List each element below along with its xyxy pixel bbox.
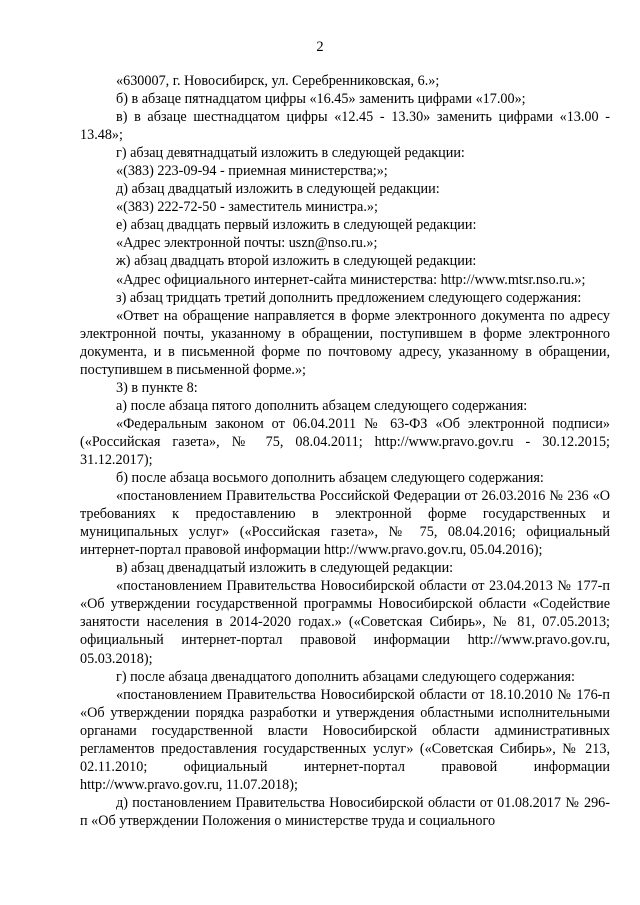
- paragraph: «Ответ на обращение направляется в форме электронного документа по адресу электронной почты, указанному в обращении, поступившем в форме электронного документа, и в письменной форме по почтовому адресу, указанному в обращении, поступившем в письменной форме.»;: [80, 307, 610, 378]
- document-body: [80, 72, 610, 830]
- paragraph: «Федеральным законом от 06.04.2011 № 63-ФЗ «Об электронной подписи» («Российская газета», № 75, 08.04.2011; http://www.pravo.gov.ru - 30.12.2015; 31.12.2017);: [80, 415, 610, 468]
- paragraph: в) в абзаце шестнадцатом цифры «12.45 - 13.30» заменить цифрами «13.00 - 13.48»;: [80, 109, 610, 144]
- paragraph: «Адрес электронной почты: uszn@nso.ru.»;: [116, 235, 378, 252]
- paragraph: г) после абзаца двенадцатого дополнить абзацами следующего содержания:: [116, 668, 575, 685]
- paragraph: е) абзац двадцать первый изложить в следующей редакции:: [116, 217, 477, 234]
- paragraph: «постановлением Правительства Российской Федерации от 26.03.2016 № 236 «О требованиях к предоставлению в электронной форме государственных и муниципальных услуг» («Российская газета», № 75, 08.04.2016; официальный интернет-портал правовой информации http://www.pravo.gov.ru, 05.04.2016);: [80, 488, 610, 559]
- page-number: 2: [316, 39, 324, 55]
- paragraph: в) абзац двенадцатый изложить в следующей редакции:: [116, 560, 454, 577]
- paragraph: ж) абзац двадцать второй изложить в следующей редакции:: [116, 253, 477, 270]
- paragraph: «постановлением Правительства Новосибирской области от 23.04.2013 № 177-п «Об утверждении государственной программы Новосибирской области «Содействие занятости населения в 2014-2020 годах.» («Советская Сибирь», № 81, 07.05.2013; официальный интернет-портал правовой информации http://www.pravo.gov.ru, 05.03.2018);: [80, 578, 610, 667]
- paragraph: «постановлением Правительства Новосибирской области от 18.10.2010 № 176-п «Об утверждении порядка разработки и утверждения областными исполнительными органами государственной власти Новосибирской области административных регламентов предоставления государственных услуг» («Советская Сибирь», № 213, 02.11.2010; официальный интернет-портал правовой информации http://www.pravo.gov.ru, 11.07.2018);: [80, 686, 610, 793]
- paragraph: д) абзац двадцатый изложить в следующей редакции:: [116, 181, 440, 198]
- paragraph: «(383) 222-72-50 - заместитель министра.»;: [116, 199, 378, 216]
- paragraph: з) абзац тридцать третий дополнить предложением следующего содержания:: [116, 289, 582, 306]
- paragraph: «(383) 223-09-94 - приемная министерства;»;: [116, 163, 388, 180]
- paragraph: 3) в пункте 8:: [116, 379, 198, 396]
- paragraph: б) после абзаца восьмого дополнить абзацем следующего содержания:: [116, 470, 544, 487]
- paragraph: а) после абзаца пятого дополнить абзацем следующего содержания:: [116, 397, 528, 414]
- paragraph: «630007, г. Новосибирск, ул. Серебренниковская, 6.»;: [116, 73, 440, 89]
- paragraph: г) абзац девятнадцатый изложить в следующей редакции:: [116, 145, 465, 162]
- paragraph: б) в абзаце пятнадцатом цифры «16.45» заменить цифрами «17.00»;: [116, 91, 526, 108]
- paragraph: «Адрес официального интернет-сайта министерства: http://www.mtsr.nso.ru.»;: [116, 271, 586, 288]
- paragraph: д) постановлением Правительства Новосибирской области от 01.08.2017 № 296-п «Об утверждении Положения о министерстве труда и социального: [80, 794, 610, 829]
